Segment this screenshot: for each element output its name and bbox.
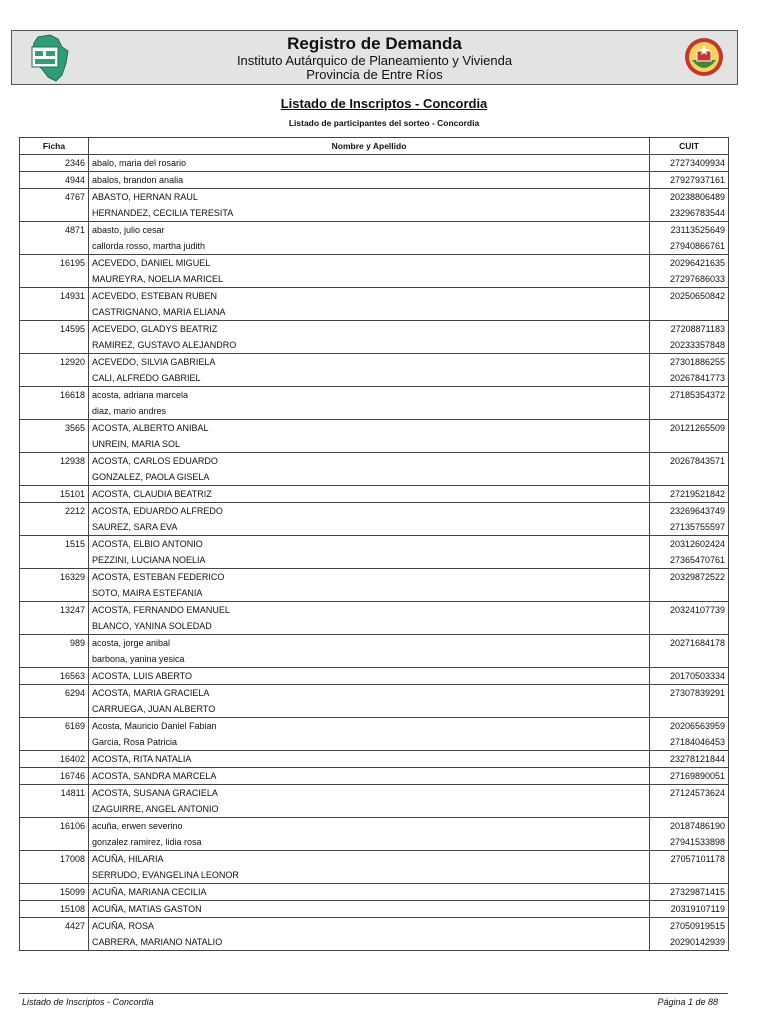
cell-cuit: 27219521842 [650,486,729,503]
cell-ficha: 6169 [20,718,89,735]
cell-nombre: CALI, ALFREDO GABRIEL [89,370,650,387]
table-row [20,370,729,387]
table-row [20,851,729,868]
cell-cuit: 20250650842 [650,288,729,305]
cell-ficha: 4427 [20,918,89,935]
table-row [20,901,729,918]
cell-ficha [20,403,89,420]
inscriptos-table [19,137,729,951]
cell-cuit: 27365470761 [650,552,729,569]
table-row [20,222,729,239]
cell-ficha [20,469,89,486]
cell-ficha [20,271,89,288]
cell-ficha: 13247 [20,602,89,619]
cell-nombre: gonzalez ramirez, lidia rosa [89,834,650,851]
cell-ficha: 2346 [20,155,89,172]
cell-nombre: PEZZINI, LUCIANA NOELIA [89,552,650,569]
cell-nombre: SOTO, MAIRA ESTEFANIA [89,585,650,602]
cell-cuit [650,469,729,486]
table-row [20,503,729,520]
list-title: Listado de Inscriptos - Concordia [280,96,488,111]
cell-ficha: 14811 [20,785,89,802]
cell-nombre: HERNANDEZ, CECILIA TERESITA [89,205,650,222]
table-row [20,436,729,453]
cell-cuit: 23278121844 [650,751,729,768]
cell-ficha: 16618 [20,387,89,404]
cell-nombre: ACOSTA, CLAUDIA BEATRIZ [89,486,650,503]
table-row [20,469,729,486]
cell-nombre: ACOSTA, FERNANDO EMANUEL [89,602,650,619]
cell-ficha: 4944 [20,172,89,189]
column-header-ficha: Ficha [20,138,89,155]
cell-cuit: 20121265509 [650,420,729,437]
cell-nombre: callorda rosso, martha judith [89,238,650,255]
cell-nombre: ACUÑA, ROSA [89,918,650,935]
table-row [20,668,729,685]
cell-ficha: 15099 [20,884,89,901]
column-header-nombre: Nombre y Apellido [89,138,650,155]
cell-ficha [20,651,89,668]
cell-ficha [20,834,89,851]
table-body [20,155,729,951]
cell-nombre: ACOSTA, ALBERTO ANIBAL [89,420,650,437]
cell-cuit [650,403,729,420]
header-subtitle-province: Provincia de Entre Ríos [306,67,443,82]
cell-cuit: 27050919515 [650,918,729,935]
document-header [11,30,738,85]
cell-cuit [650,651,729,668]
cell-nombre: acosta, adriana marcela [89,387,650,404]
cell-ficha [20,934,89,951]
table-row [20,155,729,172]
cell-nombre: RAMIREZ, GUSTAVO ALEJANDRO [89,337,650,354]
cell-ficha [20,370,89,387]
cell-nombre: ACEVEDO, ESTEBAN RUBEN [89,288,650,305]
cell-nombre: ACOSTA, LUIS ABERTO [89,668,650,685]
column-header-cuit: CUIT [650,138,729,155]
cell-nombre: ACOSTA, EDUARDO ALFREDO [89,503,650,520]
table-row [20,651,729,668]
header-subtitle-institute: Instituto Autárquico de Planeamiento y Vivienda [236,53,513,68]
cell-ficha [20,304,89,321]
cell-cuit: 27307839291 [650,685,729,702]
cell-cuit: 20271684178 [650,635,729,652]
table-row [20,867,729,884]
table-row [20,387,729,404]
cell-ficha: 16402 [20,751,89,768]
cell-cuit: 23269643749 [650,503,729,520]
cell-nombre: UNREIN, MARIA SOL [89,436,650,453]
cell-ficha [20,552,89,569]
cell-nombre: BLANCO, YANINA SOLEDAD [89,618,650,635]
cell-cuit: 27208871183 [650,321,729,338]
table-row [20,934,729,951]
cell-nombre: abalos, brandon analia [89,172,650,189]
cell-ficha [20,205,89,222]
table-row [20,420,729,437]
cell-nombre: ACOSTA, CARLOS EDUARDO [89,453,650,470]
footer-page-number: Página 1 de 88 [657,997,718,1007]
cell-ficha: 2212 [20,503,89,520]
cell-nombre: acosta, jorge anibal [89,635,650,652]
cell-cuit: 27941533898 [650,834,729,851]
cell-cuit: 27940866761 [650,238,729,255]
cell-nombre: acuña, erwen severino [89,818,650,835]
cell-cuit: 27273409934 [650,155,729,172]
cell-ficha [20,618,89,635]
table-row [20,453,729,470]
cell-ficha [20,585,89,602]
cell-cuit: 20206563959 [650,718,729,735]
table-header-row [20,138,729,155]
table-row [20,918,729,935]
cell-nombre: ACUÑA, HILARIA [89,851,650,868]
cell-nombre: barbona, yanina yesica [89,651,650,668]
cell-ficha [20,337,89,354]
cell-ficha [20,436,89,453]
table-row [20,552,729,569]
cell-cuit [650,436,729,453]
table-row [20,403,729,420]
table-row [20,189,729,206]
cell-ficha: 17008 [20,851,89,868]
table-row [20,834,729,851]
cell-nombre: ACEVEDO, GLADYS BEATRIZ [89,321,650,338]
cell-nombre: ACOSTA, SANDRA MARCELA [89,768,650,785]
table-row [20,569,729,586]
header-title: Registro de Demanda [287,34,462,53]
table-row [20,271,729,288]
cell-cuit: 20290142939 [650,934,729,951]
cell-cuit: 27927937161 [650,172,729,189]
cell-ficha: 15108 [20,901,89,918]
table-row [20,685,729,702]
cell-cuit [650,618,729,635]
cell-nombre: ACUÑA, MARIANA CECILIA [89,884,650,901]
cell-cuit: 27329871415 [650,884,729,901]
table-row [20,519,729,536]
table-row [20,304,729,321]
cell-ficha: 16563 [20,668,89,685]
table-row [20,635,729,652]
table-row [20,768,729,785]
table-row [20,238,729,255]
cell-cuit [650,304,729,321]
cell-cuit: 20267841773 [650,370,729,387]
cell-nombre: ABASTO, HERNAN RAUL [89,189,650,206]
cell-ficha: 16106 [20,818,89,835]
cell-ficha: 16195 [20,255,89,272]
cell-nombre: ACOSTA, ELBIO ANTONIO [89,536,650,553]
cell-cuit: 27057101178 [650,851,729,868]
cell-ficha: 989 [20,635,89,652]
cell-nombre: Garcia, Rosa Patricia [89,734,650,751]
table-row [20,321,729,338]
provincial-seal-icon [684,36,724,78]
footer-divider [19,993,728,994]
cell-cuit: 20324107739 [650,602,729,619]
cell-ficha: 6294 [20,685,89,702]
cell-ficha [20,867,89,884]
cell-nombre: ACEVEDO, DANIEL MIGUEL [89,255,650,272]
cell-cuit: 27297686033 [650,271,729,288]
cell-cuit [650,867,729,884]
table-row [20,354,729,371]
cell-nombre: ACUÑA, MATIAS GASTON [89,901,650,918]
cell-nombre: ACOSTA, SUSANA GRACIELA [89,785,650,802]
cell-nombre: ACEVEDO, SILVIA GABRIELA [89,354,650,371]
cell-nombre: Acosta, Mauricio Daniel Fabian [89,718,650,735]
cell-nombre: GONZALEZ, PAOLA GISELA [89,469,650,486]
cell-cuit: 20312602424 [650,536,729,553]
cell-ficha [20,519,89,536]
table-row [20,884,729,901]
cell-cuit [650,585,729,602]
cell-ficha: 12938 [20,453,89,470]
table-row [20,618,729,635]
cell-cuit: 27301886255 [650,354,729,371]
cell-cuit: 27124573624 [650,785,729,802]
cell-cuit: 27185354372 [650,387,729,404]
table-row [20,701,729,718]
cell-cuit: 20170503334 [650,668,729,685]
cell-cuit: 20319107119 [650,901,729,918]
cell-ficha: 3565 [20,420,89,437]
cell-nombre: SERRUDO, EVANGELINA LEONOR [89,867,650,884]
cell-cuit: 23113525649 [650,222,729,239]
cell-nombre: ACOSTA, RITA NATALIA [89,751,650,768]
cell-cuit: 27184046453 [650,734,729,751]
table-row [20,255,729,272]
cell-ficha: 16746 [20,768,89,785]
cell-nombre: CABRERA, MARIANO NATALIO [89,934,650,951]
cell-cuit: 20233357848 [650,337,729,354]
table-row [20,602,729,619]
cell-ficha: 4767 [20,189,89,206]
table-row [20,337,729,354]
table-row [20,718,729,735]
cell-nombre: MAUREYRA, NOELIA MARICEL [89,271,650,288]
cell-cuit [650,701,729,718]
table-row [20,536,729,553]
table-row [20,172,729,189]
cell-nombre: CASTRIGNANO, MARIA ELIANA [89,304,650,321]
table-row [20,751,729,768]
table-row [20,801,729,818]
header-title-block [12,34,737,82]
cell-cuit: 23296783544 [650,205,729,222]
cell-ficha: 16329 [20,569,89,586]
list-subtitle: Listado de participantes del sorteo - Concordia [288,118,480,128]
cell-nombre: IZAGUIRRE, ANGEL ANTONIO [89,801,650,818]
cell-nombre: diaz, mario andres [89,403,650,420]
cell-ficha: 14595 [20,321,89,338]
cell-nombre: abalo, maria del rosario [89,155,650,172]
cell-nombre: CARRUEGA, JUAN ALBERTO [89,701,650,718]
table-row [20,585,729,602]
table-row [20,205,729,222]
cell-ficha [20,801,89,818]
cell-nombre: ACOSTA, ESTEBAN FEDERICO [89,569,650,586]
cell-cuit: 27169890051 [650,768,729,785]
cell-ficha [20,734,89,751]
cell-ficha: 1515 [20,536,89,553]
cell-cuit [650,801,729,818]
cell-cuit: 20329872522 [650,569,729,586]
table-row [20,818,729,835]
cell-cuit: 20296421635 [650,255,729,272]
cell-ficha: 12920 [20,354,89,371]
cell-nombre: SAUREZ, SARA EVA [89,519,650,536]
cell-ficha [20,238,89,255]
cell-cuit: 20187486190 [650,818,729,835]
cell-ficha [20,701,89,718]
cell-cuit: 20267843571 [650,453,729,470]
cell-ficha: 4871 [20,222,89,239]
cell-ficha: 14931 [20,288,89,305]
table-row [20,288,729,305]
cell-cuit: 27135755597 [650,519,729,536]
cell-nombre: ACOSTA, MARIA GRACIELA [89,685,650,702]
cell-nombre: abasto, julio cesar [89,222,650,239]
table-row [20,486,729,503]
footer-document-name: Listado de Inscriptos - Concordia [22,997,154,1007]
cell-cuit: 20238806489 [650,189,729,206]
table-row [20,734,729,751]
cell-ficha: 15101 [20,486,89,503]
table-row [20,785,729,802]
